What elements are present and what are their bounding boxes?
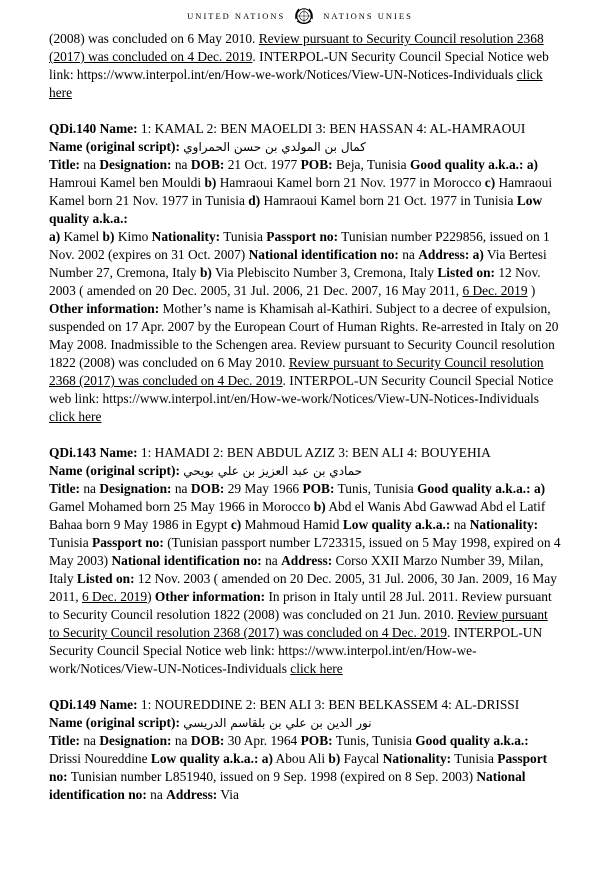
dob-value: 29 May 1966 bbox=[224, 481, 303, 496]
listed-on-label: Listed on: bbox=[437, 265, 496, 280]
nationality-value: Tunisia bbox=[49, 535, 93, 550]
passport-value: (Tunisian passport number L723315, issued on 5 May 1998, expired on 4 May 2003) bbox=[49, 535, 561, 568]
title-value: na bbox=[80, 481, 100, 496]
national-id-value: na bbox=[146, 787, 167, 802]
low-quality-aka-value: na bbox=[450, 517, 470, 532]
review-link[interactable]: Review pursuant to Security Council resolution 2368 (2017) was concluded on 4 Dec. 2019 bbox=[49, 607, 548, 640]
original-script-line bbox=[49, 714, 561, 732]
listed-on-end: ) bbox=[147, 589, 155, 604]
original-script-line bbox=[49, 138, 561, 156]
good-quality-aka-label: Good quality a.k.a.: bbox=[417, 481, 531, 496]
sanction-entry bbox=[49, 444, 561, 678]
other-info-label: Other information: bbox=[154, 589, 266, 604]
address-label: Address: bbox=[281, 553, 333, 568]
address-value: Via Bertesi Number 27, Cremona, Italy bbox=[49, 247, 547, 280]
original-script-name: نور الدين بن علي بن بلقاسم الدريسي bbox=[183, 716, 372, 730]
national-id-value: na bbox=[261, 553, 282, 568]
aka-marker: b) bbox=[328, 751, 341, 766]
entry-id: QDi.143 bbox=[49, 445, 97, 460]
aka-marker: a) bbox=[49, 229, 61, 244]
dob-label: DOB: bbox=[190, 481, 225, 496]
aka-value: Kamel bbox=[60, 229, 103, 244]
entry-name-line bbox=[49, 696, 561, 714]
review-link[interactable]: Review pursuant to Security Council resolution 2368 (2017) was concluded on 4 Dec. 2019 bbox=[49, 31, 544, 64]
low-quality-aka-label: Low quality a.k.a.: bbox=[342, 517, 451, 532]
good-quality-aka-label: Good quality a.k.a.: bbox=[409, 157, 524, 172]
pob-value: Beja, Tunisia bbox=[332, 157, 410, 172]
listed-on-end: ) bbox=[527, 283, 536, 298]
un-emblem-icon bbox=[293, 5, 315, 27]
title-label: Title: bbox=[49, 157, 80, 172]
aka-value: Hamroui Kamel ben Mouldi bbox=[49, 175, 205, 190]
address-value: Via bbox=[217, 787, 239, 802]
other-info-value: In prison in Italy until 28 Jul. 2011. Review pursuant to Security Council resolution 1822 (2008) was concluded on 21 Jun. 2010. bbox=[49, 589, 552, 622]
original-script-label: Name (original script): bbox=[49, 463, 180, 478]
passport-value: Tunisian number L851940, issued on 9 Sep. 1998 (expired on 8 Sep. 2003) bbox=[67, 769, 477, 784]
entry-details bbox=[49, 732, 561, 804]
title-label: Title: bbox=[49, 733, 80, 748]
original-script-label: Name (original script): bbox=[49, 715, 180, 730]
nationality-value: Tunisia bbox=[451, 751, 498, 766]
title-label: Title: bbox=[49, 481, 80, 496]
listed-date-link[interactable]: 6 Dec. 2019 bbox=[81, 589, 148, 604]
sanction-entry bbox=[49, 120, 561, 426]
aka-value: Abd el Wanis Abd Gawwad Abd el Latif Bahaa born 9 May 1986 in Egypt bbox=[49, 499, 546, 532]
pob-value: Tunis, Tunisia bbox=[334, 481, 418, 496]
other-info-label: Other information: bbox=[49, 301, 160, 316]
original-script-label: Name (original script): bbox=[49, 139, 180, 154]
interpol-text: . INTERPOL-UN Security Council Special Notice web link: https://www.interpol.int/en/How-we-work/Notices/View-UN-Notices-Individuals bbox=[49, 625, 543, 676]
click-here-link[interactable]: click here bbox=[49, 409, 102, 424]
other-info-value: Mother’s name is Khamisah al-Kathiri. Subject to a decree of expulsion, suspended on 17 Apr. 2007 by the European Court of Human Rights. Re-arrested in Italy on 20 May 2008. Inadmissible to the Schengen area. Review pursuant to Security Council resolution 1822 (2008) was concluded on 6 May 2010. bbox=[49, 301, 559, 370]
nationality-label: Nationality: bbox=[151, 229, 221, 244]
aka-value: Kimo bbox=[114, 229, 152, 244]
aka-marker: b) bbox=[102, 229, 115, 244]
continuation-paragraph bbox=[49, 30, 561, 102]
listed-on-label: Listed on: bbox=[76, 571, 135, 586]
designation-value: na bbox=[171, 481, 191, 496]
entry-details bbox=[49, 480, 561, 678]
name-label: Name: bbox=[99, 121, 138, 136]
aka-marker: c) bbox=[484, 175, 496, 190]
national-id-label: National identification no: bbox=[49, 769, 526, 802]
title-value: na bbox=[80, 733, 100, 748]
designation-label: Designation: bbox=[99, 733, 172, 748]
entry-id: QDi.140 bbox=[49, 121, 97, 136]
nationality-label: Nationality: bbox=[469, 517, 539, 532]
address-marker: a) bbox=[472, 247, 484, 262]
aka-marker: a) bbox=[526, 157, 538, 172]
page-header bbox=[0, 0, 600, 32]
header-right-text: NATIONS UNIES bbox=[323, 11, 413, 21]
pob-label: POB: bbox=[300, 157, 333, 172]
original-script-name: كمال بن المولدي بن حسن الحمراوي bbox=[183, 140, 366, 154]
designation-value: na bbox=[171, 157, 191, 172]
passport-label: Passport no: bbox=[266, 229, 339, 244]
entry-details bbox=[49, 156, 561, 426]
listed-date-link[interactable]: 6 Dec. 2019 bbox=[462, 283, 528, 298]
aka-value: Gamel Mohamed born 25 May 1966 in Morocco bbox=[49, 499, 314, 514]
dob-value: 30 Apr. 1964 bbox=[224, 733, 301, 748]
aka-marker: a) bbox=[261, 751, 273, 766]
aka-marker: c) bbox=[230, 517, 242, 532]
aka-value: Drissi Noureddine bbox=[49, 751, 151, 766]
low-quality-aka-label: Low quality a.k.a.: bbox=[150, 751, 259, 766]
nationality-value: Tunisia bbox=[220, 229, 267, 244]
good-quality-aka-label: Good quality a.k.a.: bbox=[415, 733, 529, 748]
address-label: Address: bbox=[418, 247, 470, 262]
entry-name: 1: HAMADI 2: BEN ABDUL AZIZ 3: BEN ALI 4: BOUYEHIA bbox=[137, 445, 491, 460]
click-here-link[interactable]: click here bbox=[290, 661, 343, 676]
pob-label: POB: bbox=[300, 733, 333, 748]
title-value: na bbox=[80, 157, 100, 172]
header-left-text: UNITED NATIONS bbox=[187, 11, 286, 21]
aka-value: Mahmoud Hamid bbox=[241, 517, 343, 532]
continuation-text: (2008) was concluded on 6 May 2010. bbox=[49, 31, 259, 46]
sanction-entry bbox=[49, 696, 561, 804]
address-marker: b) bbox=[199, 265, 212, 280]
interpol-text: . INTERPOL-UN Security Council Special Notice web link: https://www.interpol.int/en/How-we-work/Notices/View-UN-Notices-Individuals bbox=[49, 49, 549, 82]
aka-value: Faycal bbox=[340, 751, 383, 766]
listed-on-value: 12 Nov. 2003 ( amended on 20 Dec. 2005, 31 Jul. 2006, 21 Dec. 2007, 16 May 2011, bbox=[49, 265, 541, 298]
pob-label: POB: bbox=[302, 481, 335, 496]
low-quality-aka-label: Low quality a.k.a.: bbox=[49, 193, 543, 226]
original-script-name: حمادي بن عبد العزيز بن علي بويحي bbox=[183, 464, 363, 478]
interpol-text: . INTERPOL-UN Security Council Special Notice web link: https://www.interpol.int/en/How-we-work/Notices/View-UN-Notices-Individuals bbox=[49, 373, 554, 406]
national-id-value: na bbox=[398, 247, 419, 262]
document-body bbox=[49, 30, 561, 804]
entry-name-line bbox=[49, 120, 561, 138]
dob-value: 21 Oct. 1977 bbox=[224, 157, 301, 172]
national-id-label: National identification no: bbox=[248, 247, 399, 262]
click-here-link[interactable]: click here bbox=[49, 67, 543, 100]
passport-label: Passport no: bbox=[49, 751, 548, 784]
review-link[interactable]: Review pursuant to Security Council resolution 2368 (2017) was concluded on 4 Dec. 2019 bbox=[49, 355, 544, 388]
aka-marker: a) bbox=[533, 481, 546, 496]
passport-value: Tunisian number P229856, issued on 1 Nov. 2002 (expires on 31 Oct. 2007) bbox=[49, 229, 550, 262]
aka-value: Hamraoui Kamel born 21 Nov. 1977 in Tunisia bbox=[49, 175, 553, 208]
dob-label: DOB: bbox=[190, 157, 225, 172]
address-value: Via Plebiscito Number 3, Cremona, Italy bbox=[211, 265, 438, 280]
entry-id: QDi.149 bbox=[49, 697, 97, 712]
aka-value: Abou Ali bbox=[272, 751, 329, 766]
name-label: Name: bbox=[99, 697, 138, 712]
pob-value: Tunis, Tunisia bbox=[332, 733, 416, 748]
designation-label: Designation: bbox=[99, 481, 172, 496]
aka-marker: b) bbox=[204, 175, 217, 190]
listed-on-value: 12 Nov. 2003 ( amended on 20 Dec. 2005, 31 Jul. 2006, 30 Jan. 2009, 16 May 2011, bbox=[49, 571, 557, 604]
designation-label: Designation: bbox=[99, 157, 172, 172]
aka-marker: d) bbox=[248, 193, 261, 208]
address-label: Address: bbox=[166, 787, 218, 802]
dob-label: DOB: bbox=[190, 733, 225, 748]
address-value: Corso XXII Marzo Number 39, Milan, Italy bbox=[49, 553, 544, 586]
entry-name: 1: KAMAL 2: BEN MAOELDI 3: BEN HASSAN 4: AL-HAMRAOUI bbox=[137, 121, 526, 136]
nationality-label: Nationality: bbox=[382, 751, 452, 766]
original-script-line bbox=[49, 462, 561, 480]
entry-name: 1: NOUREDDINE 2: BEN ALI 3: BEN BELKASSEM 4: AL-DRISSI bbox=[137, 697, 520, 712]
entry-name-line bbox=[49, 444, 561, 462]
aka-marker: b) bbox=[313, 499, 326, 514]
name-label: Name: bbox=[99, 445, 138, 460]
aka-value: Hamraoui Kamel born 21 Nov. 1977 in Morocco bbox=[216, 175, 485, 190]
passport-label: Passport no: bbox=[92, 535, 164, 550]
designation-value: na bbox=[171, 733, 191, 748]
aka-value: Hamraoui Kamel born 21 Oct. 1977 in Tunisia bbox=[260, 193, 517, 208]
national-id-label: National identification no: bbox=[111, 553, 262, 568]
